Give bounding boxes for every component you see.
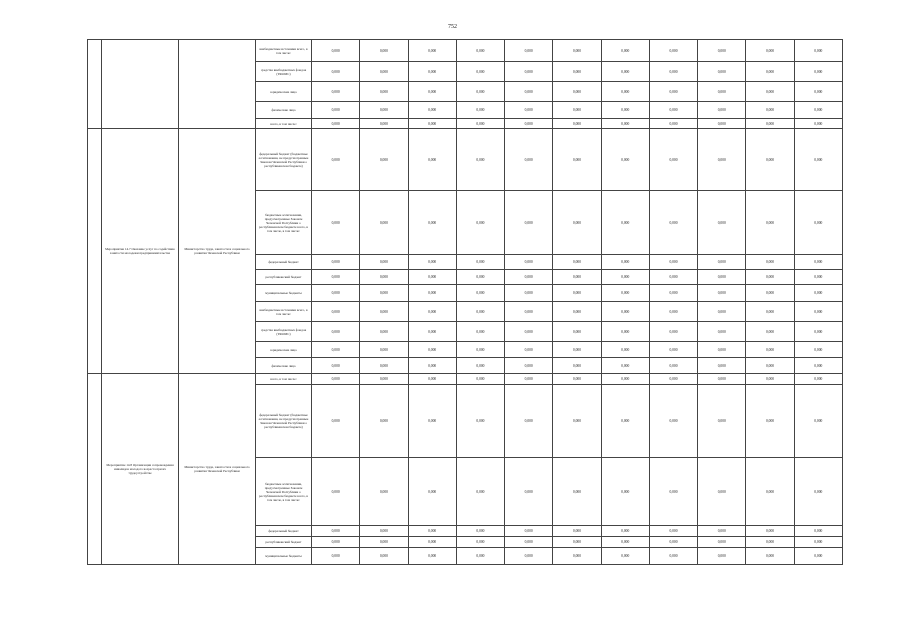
value-cell: 0,000 [408, 537, 456, 548]
value-cell: 0,000 [408, 129, 456, 191]
value-cell: 0,000 [360, 129, 408, 191]
value-cell: 0,000 [553, 255, 601, 270]
value-cell: 0,000 [312, 458, 360, 526]
value-cell: 0,000 [312, 537, 360, 548]
value-cell: 0,000 [649, 385, 697, 458]
value-cell: 0,000 [360, 102, 408, 119]
value-cell: 0,000 [601, 40, 649, 62]
value-cell: 0,000 [601, 102, 649, 119]
value-cell: 0,000 [649, 537, 697, 548]
value-cell: 0,000 [794, 285, 842, 302]
value-cell: 0,000 [312, 285, 360, 302]
value-cell: 0,000 [794, 302, 842, 322]
value-cell: 0,000 [456, 458, 504, 526]
table-row [88, 40, 843, 62]
value-cell: 0,000 [312, 119, 360, 129]
funding-source-cell: внебюджетные источники всего, в том числе: [256, 302, 312, 322]
funding-source-cell: средства внебюджетных фондов (ТФОМС) [256, 322, 312, 342]
value-cell: 0,000 [553, 385, 601, 458]
value-cell: 0,000 [360, 537, 408, 548]
value-cell: 0,000 [456, 285, 504, 302]
table-row [88, 129, 843, 191]
value-cell: 0,000 [649, 270, 697, 285]
value-cell: 0,000 [601, 374, 649, 385]
value-cell: 0,000 [649, 255, 697, 270]
value-cell: 0,000 [312, 270, 360, 285]
value-cell: 0,000 [360, 358, 408, 374]
value-cell: 0,000 [360, 342, 408, 358]
value-cell: 0,000 [456, 322, 504, 342]
value-cell: 0,000 [408, 458, 456, 526]
value-cell: 0,000 [553, 342, 601, 358]
value-cell: 0,000 [553, 285, 601, 302]
funding-source-cell: средства внебюджетных фондов (ТФОМС) [256, 62, 312, 82]
value-cell: 0,000 [746, 129, 794, 191]
value-cell: 0,000 [698, 62, 746, 82]
value-cell: 0,000 [698, 270, 746, 285]
value-cell: 0,000 [312, 358, 360, 374]
value-cell: 0,000 [360, 191, 408, 255]
value-cell: 0,000 [408, 385, 456, 458]
value-cell: 0,000 [698, 358, 746, 374]
responsible-cell [179, 40, 256, 129]
value-cell: 0,000 [456, 40, 504, 62]
funding-source-cell: внебюджетные источники всего, в том числе: [256, 40, 312, 62]
value-cell: 0,000 [794, 342, 842, 358]
value-cell: 0,000 [649, 358, 697, 374]
number-cell [88, 374, 102, 565]
value-cell: 0,000 [601, 119, 649, 129]
value-cell: 0,000 [746, 526, 794, 537]
responsible-cell: Министерство труда, занятости и социального развития Чеченской Республики [179, 374, 256, 565]
funding-source-cell: муниципальные бюджеты [256, 285, 312, 302]
value-cell: 0,000 [360, 270, 408, 285]
value-cell: 0,000 [360, 322, 408, 342]
value-cell: 0,000 [794, 385, 842, 458]
value-cell: 0,000 [746, 322, 794, 342]
value-cell: 0,000 [698, 342, 746, 358]
value-cell: 0,000 [312, 548, 360, 565]
value-cell: 0,000 [746, 102, 794, 119]
value-cell: 0,000 [553, 302, 601, 322]
value-cell: 0,000 [746, 458, 794, 526]
value-cell: 0,000 [746, 302, 794, 322]
value-cell: 0,000 [312, 342, 360, 358]
value-cell: 0,000 [649, 322, 697, 342]
value-cell: 0,000 [698, 458, 746, 526]
value-cell: 0,000 [698, 102, 746, 119]
number-cell [88, 129, 102, 374]
value-cell: 0,000 [649, 548, 697, 565]
value-cell: 0,000 [746, 270, 794, 285]
value-cell: 0,000 [360, 285, 408, 302]
funding-source-cell: бюджетные ассигнования, предусмотренные Законом Чеченской Республики о республиканском бюджете всего, в том числе, в том числе: [256, 458, 312, 526]
value-cell: 0,000 [360, 40, 408, 62]
value-cell: 0,000 [601, 537, 649, 548]
value-cell: 0,000 [649, 102, 697, 119]
value-cell: 0,000 [505, 358, 553, 374]
value-cell: 0,000 [456, 191, 504, 255]
value-cell: 0,000 [360, 82, 408, 102]
value-cell: 0,000 [312, 82, 360, 102]
value-cell: 0,000 [553, 129, 601, 191]
value-cell: 0,000 [505, 322, 553, 342]
value-cell: 0,000 [505, 270, 553, 285]
value-cell: 0,000 [553, 322, 601, 342]
funding-source-cell: физические лица [256, 358, 312, 374]
value-cell: 0,000 [649, 82, 697, 102]
value-cell: 0,000 [360, 526, 408, 537]
value-cell: 0,000 [456, 62, 504, 82]
funding-source-cell: федеральный бюджет (бюджетные ассигнования, не предусмотренные Законом Чеченской Республики о республиканском бюджете) [256, 385, 312, 458]
value-cell: 0,000 [408, 302, 456, 322]
value-cell: 0,000 [408, 40, 456, 62]
value-cell: 0,000 [698, 191, 746, 255]
value-cell: 0,000 [794, 322, 842, 342]
value-cell: 0,000 [456, 537, 504, 548]
value-cell: 0,000 [360, 458, 408, 526]
event-cell [102, 40, 179, 129]
value-cell: 0,000 [746, 255, 794, 270]
value-cell: 0,000 [698, 119, 746, 129]
value-cell: 0,000 [698, 374, 746, 385]
value-cell: 0,000 [553, 374, 601, 385]
value-cell: 0,000 [601, 255, 649, 270]
value-cell: 0,000 [408, 191, 456, 255]
value-cell: 0,000 [601, 526, 649, 537]
value-cell: 0,000 [794, 40, 842, 62]
value-cell: 0,000 [553, 270, 601, 285]
value-cell: 0,000 [698, 526, 746, 537]
value-cell: 0,000 [456, 302, 504, 322]
value-cell: 0,000 [601, 385, 649, 458]
value-cell: 0,000 [746, 40, 794, 62]
funding-source-cell: юридические лица [256, 82, 312, 102]
value-cell: 0,000 [505, 537, 553, 548]
funding-source-cell: всего, в том числе: [256, 119, 312, 129]
value-cell: 0,000 [649, 40, 697, 62]
value-cell: 0,000 [408, 358, 456, 374]
value-cell: 0,000 [698, 302, 746, 322]
value-cell: 0,000 [456, 385, 504, 458]
value-cell: 0,000 [456, 255, 504, 270]
value-cell: 0,000 [312, 322, 360, 342]
value-cell: 0,000 [312, 129, 360, 191]
value-cell: 0,000 [601, 285, 649, 302]
value-cell: 0,000 [456, 526, 504, 537]
value-cell: 0,000 [505, 458, 553, 526]
value-cell: 0,000 [794, 102, 842, 119]
value-cell: 0,000 [649, 374, 697, 385]
value-cell: 0,000 [794, 374, 842, 385]
value-cell: 0,000 [601, 322, 649, 342]
value-cell: 0,000 [360, 385, 408, 458]
value-cell: 0,000 [794, 191, 842, 255]
value-cell: 0,000 [360, 374, 408, 385]
value-cell: 0,000 [794, 270, 842, 285]
value-cell: 0,000 [553, 119, 601, 129]
value-cell: 0,000 [746, 374, 794, 385]
funding-source-cell: физические лица [256, 102, 312, 119]
value-cell: 0,000 [601, 342, 649, 358]
value-cell: 0,000 [601, 82, 649, 102]
table-row [88, 374, 843, 385]
value-cell: 0,000 [746, 119, 794, 129]
value-cell: 0,000 [794, 526, 842, 537]
value-cell: 0,000 [360, 548, 408, 565]
value-cell: 0,000 [505, 255, 553, 270]
value-cell: 0,000 [312, 385, 360, 458]
funding-source-cell: федеральный бюджет [256, 255, 312, 270]
value-cell: 0,000 [746, 385, 794, 458]
number-cell [88, 40, 102, 129]
value-cell: 0,000 [553, 62, 601, 82]
value-cell: 0,000 [360, 302, 408, 322]
value-cell: 0,000 [553, 537, 601, 548]
value-cell: 0,000 [456, 548, 504, 565]
value-cell: 0,000 [794, 119, 842, 129]
value-cell: 0,000 [456, 270, 504, 285]
value-cell: 0,000 [456, 374, 504, 385]
value-cell: 0,000 [649, 342, 697, 358]
value-cell: 0,000 [360, 62, 408, 82]
event-cell: Мероприятие 14.8 Организация сопровождения инвалидов молодого возраста при их трудоустройстве [102, 374, 179, 565]
value-cell: 0,000 [698, 385, 746, 458]
value-cell: 0,000 [312, 302, 360, 322]
value-cell: 0,000 [505, 385, 553, 458]
value-cell: 0,000 [505, 374, 553, 385]
value-cell: 0,000 [408, 62, 456, 82]
value-cell: 0,000 [553, 458, 601, 526]
value-cell: 0,000 [505, 102, 553, 119]
value-cell: 0,000 [698, 322, 746, 342]
value-cell: 0,000 [408, 285, 456, 302]
value-cell: 0,000 [601, 270, 649, 285]
value-cell: 0,000 [794, 62, 842, 82]
value-cell: 0,000 [553, 82, 601, 102]
value-cell: 0,000 [312, 526, 360, 537]
value-cell: 0,000 [312, 40, 360, 62]
value-cell: 0,000 [698, 40, 746, 62]
funding-source-cell: республиканский бюджет [256, 270, 312, 285]
value-cell: 0,000 [408, 548, 456, 565]
value-cell: 0,000 [553, 358, 601, 374]
value-cell: 0,000 [553, 548, 601, 565]
value-cell: 0,000 [408, 270, 456, 285]
value-cell: 0,000 [601, 302, 649, 322]
value-cell: 0,000 [312, 191, 360, 255]
value-cell: 0,000 [794, 82, 842, 102]
value-cell: 0,000 [456, 342, 504, 358]
responsible-cell: Министерство труда, занятости и социального развития Чеченской Республики [179, 129, 256, 374]
value-cell: 0,000 [746, 191, 794, 255]
value-cell: 0,000 [601, 548, 649, 565]
value-cell: 0,000 [408, 374, 456, 385]
value-cell: 0,000 [746, 342, 794, 358]
value-cell: 0,000 [649, 458, 697, 526]
value-cell: 0,000 [794, 458, 842, 526]
funding-source-cell: всего, в том числе: [256, 374, 312, 385]
value-cell: 0,000 [505, 119, 553, 129]
funding-source-cell: республиканский бюджет [256, 537, 312, 548]
value-cell: 0,000 [505, 548, 553, 565]
value-cell: 0,000 [794, 358, 842, 374]
value-cell: 0,000 [312, 255, 360, 270]
value-cell: 0,000 [794, 548, 842, 565]
value-cell: 0,000 [360, 255, 408, 270]
value-cell: 0,000 [746, 358, 794, 374]
value-cell: 0,000 [505, 302, 553, 322]
value-cell: 0,000 [505, 82, 553, 102]
event-cell: Мероприятие 14.7 Оказание услуг по содействию занятости молодежи предпринимательства [102, 129, 179, 374]
value-cell: 0,000 [553, 102, 601, 119]
funding-source-cell: федеральный бюджет [256, 526, 312, 537]
value-cell: 0,000 [312, 62, 360, 82]
value-cell: 0,000 [746, 537, 794, 548]
value-cell: 0,000 [553, 526, 601, 537]
value-cell: 0,000 [601, 358, 649, 374]
value-cell: 0,000 [312, 374, 360, 385]
value-cell: 0,000 [794, 129, 842, 191]
value-cell: 0,000 [601, 458, 649, 526]
value-cell: 0,000 [505, 129, 553, 191]
value-cell: 0,000 [698, 285, 746, 302]
value-cell: 0,000 [601, 129, 649, 191]
value-cell: 0,000 [360, 119, 408, 129]
funding-source-cell: бюджетные ассигнования, предусмотренные Законом Чеченской Республики о республиканском бюджете всего, в том числе, в том числе: [256, 191, 312, 255]
funding-source-cell: юридические лица [256, 342, 312, 358]
value-cell: 0,000 [698, 548, 746, 565]
value-cell: 0,000 [649, 191, 697, 255]
value-cell: 0,000 [553, 191, 601, 255]
value-cell: 0,000 [505, 191, 553, 255]
value-cell: 0,000 [601, 191, 649, 255]
value-cell: 0,000 [456, 102, 504, 119]
value-cell: 0,000 [601, 62, 649, 82]
value-cell: 0,000 [408, 102, 456, 119]
value-cell: 0,000 [505, 526, 553, 537]
value-cell: 0,000 [649, 129, 697, 191]
value-cell: 0,000 [553, 40, 601, 62]
value-cell: 0,000 [649, 526, 697, 537]
value-cell: 0,000 [408, 119, 456, 129]
value-cell: 0,000 [408, 342, 456, 358]
value-cell: 0,000 [505, 40, 553, 62]
value-cell: 0,000 [408, 526, 456, 537]
value-cell: 0,000 [698, 129, 746, 191]
value-cell: 0,000 [698, 255, 746, 270]
value-cell: 0,000 [746, 82, 794, 102]
value-cell: 0,000 [456, 129, 504, 191]
value-cell: 0,000 [456, 358, 504, 374]
page-number: 752 [448, 24, 457, 30]
funding-source-cell: федеральный бюджет (бюджетные ассигнования, не предусмотренные Законом Чеченской Республики о республиканском бюджете) [256, 129, 312, 191]
value-cell: 0,000 [698, 537, 746, 548]
value-cell: 0,000 [408, 82, 456, 102]
value-cell: 0,000 [746, 548, 794, 565]
value-cell: 0,000 [746, 285, 794, 302]
value-cell: 0,000 [649, 302, 697, 322]
value-cell: 0,000 [456, 82, 504, 102]
value-cell: 0,000 [408, 255, 456, 270]
funding-source-cell: муниципальные бюджеты [256, 548, 312, 565]
value-cell: 0,000 [505, 62, 553, 82]
value-cell: 0,000 [794, 537, 842, 548]
value-cell: 0,000 [649, 285, 697, 302]
budget-table [87, 39, 843, 565]
value-cell: 0,000 [312, 102, 360, 119]
value-cell: 0,000 [456, 119, 504, 129]
value-cell: 0,000 [649, 62, 697, 82]
value-cell: 0,000 [746, 62, 794, 82]
value-cell: 0,000 [794, 255, 842, 270]
value-cell: 0,000 [505, 342, 553, 358]
value-cell: 0,000 [649, 119, 697, 129]
value-cell: 0,000 [505, 285, 553, 302]
value-cell: 0,000 [698, 82, 746, 102]
value-cell: 0,000 [408, 322, 456, 342]
